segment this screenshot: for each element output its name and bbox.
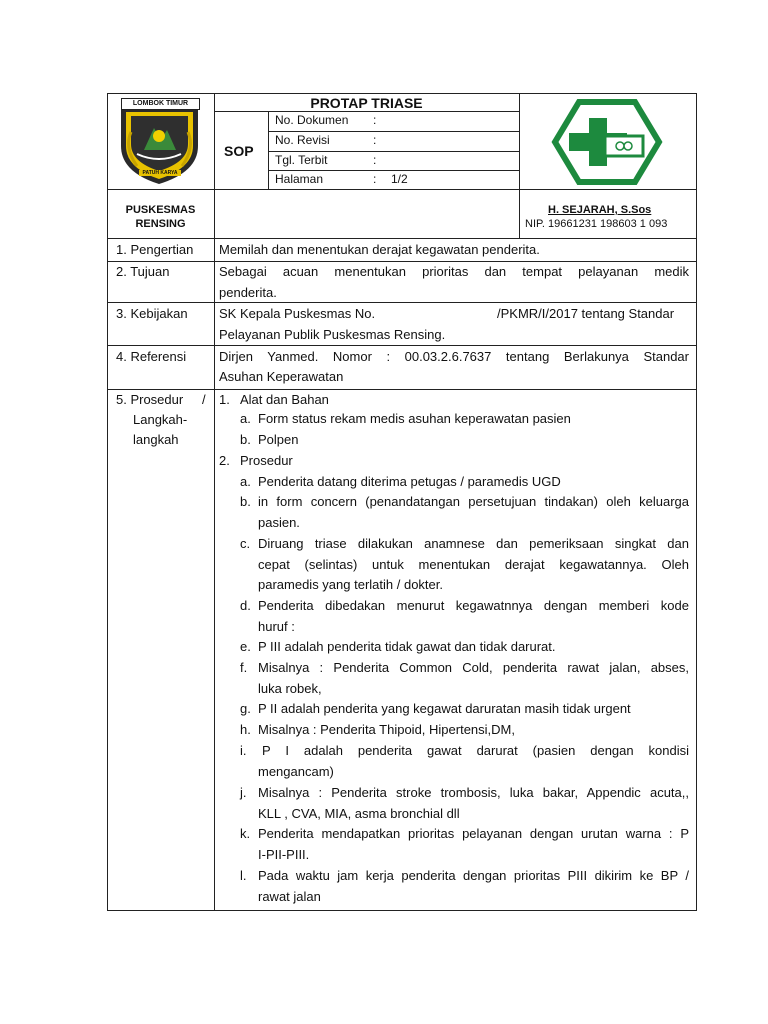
section-number: 1. — [219, 392, 230, 407]
row-text-kebijakan-sk: SK Kepala Puskesmas No. — [219, 306, 376, 321]
row-divider — [107, 238, 697, 239]
list-item: Penderita dibedakan menurut kegawatnnya dengan memberi kode — [258, 598, 689, 613]
list-item: P II adalah penderita yang kegawat daruratan masih tidak urgent — [258, 701, 631, 716]
list-item-cont: rawat jalan — [258, 889, 321, 904]
row-text-kebijakan-number: /PKMR/I/2017 tentang Standar — [497, 306, 675, 321]
row-label-kebijakan: 3. Kebijakan — [116, 306, 188, 321]
list-item: Diruang triase dilakukan anamnese dan pemeriksaan singkat dan — [258, 536, 689, 551]
table-border-top — [107, 93, 697, 94]
row-label-prosedur: 5. Prosedur — [116, 392, 184, 407]
meta-label-revisi: No. Revisi — [275, 133, 330, 147]
list-item: Polpen — [258, 432, 299, 447]
lombok-timur-logo — [117, 98, 202, 186]
list-item-cont: cepat (selintas) untuk menentukan derajat kegawatannya. Oleh — [258, 557, 689, 572]
logo-motto: PATUH KARYA — [139, 170, 181, 176]
list-item-cont: paramedis yang terlatih / dokter. — [258, 577, 443, 592]
list-item: Form status rekam medis asuhan keperawatan pasien — [258, 411, 571, 426]
signer-name: H. SEJARAH, S.Sos — [548, 204, 652, 216]
list-marker: a. — [240, 411, 251, 426]
sop-divider — [268, 111, 269, 189]
row-text-kebijakan-line2: Pelayanan Publik Puskesmas Rensing. — [219, 327, 446, 342]
list-marker: d. — [240, 598, 251, 613]
list-marker: f. — [240, 660, 248, 675]
row-label-langkah2: langkah — [133, 432, 179, 447]
document-title: PROTAP TRIASE — [310, 95, 423, 111]
header-divider — [107, 189, 697, 190]
list-marker: e. — [240, 639, 251, 654]
list-item-cont: pasien. — [258, 515, 300, 530]
list-marker: i. — [240, 743, 247, 758]
table-border-bottom — [107, 910, 697, 911]
section-title: Alat dan Bahan — [240, 392, 329, 407]
logo-banner: LOMBOK TIMUR — [121, 98, 200, 110]
list-item: Penderita datang diterima petugas / paramedis UGD — [258, 474, 561, 489]
list-item-cont: I-PII-PIII. — [258, 847, 310, 862]
column-divider — [214, 93, 215, 911]
list-marker: k. — [240, 826, 251, 841]
puskesmas-logo — [551, 98, 663, 186]
list-item: P I adalah penderita gawat darurat (pasien dengan kondisi — [262, 743, 689, 758]
meta-value-halaman: 1/2 — [391, 172, 408, 186]
meta-colon: : — [373, 153, 377, 167]
section-title: Prosedur — [240, 453, 293, 468]
row-text-referensi-line1: Dirjen Yanmed. Nomor : 00.03.2.6.7637 tentang Berlakunya Standar — [219, 349, 689, 364]
header-divider-right — [519, 93, 520, 239]
meta-label-halaman: Halaman — [275, 172, 324, 186]
list-item: Misalnya : Penderita stroke trombosis, luka bakar, Appendic acuta,, — [258, 785, 689, 800]
list-item: Penderita mendapatkan prioritas pelayanan dengan urutan warna : P — [258, 826, 689, 841]
row-divider — [107, 345, 697, 346]
signer-nip: NIP. 19661231 198603 1 093 — [525, 218, 668, 230]
org-name: PUSKESMAS — [125, 204, 196, 216]
list-item: Misalnya : Penderita Thipoid, Hipertensi,DM, — [258, 722, 515, 737]
list-item: P III adalah penderita tidak gawat dan tidak darurat. — [258, 639, 556, 654]
row-label-referensi: 4. Referensi — [116, 349, 187, 364]
row-divider — [107, 302, 697, 303]
list-item: Pada waktu jam kerja penderita dengan prioritas PIII dikirim ke BP / — [258, 868, 689, 883]
meta-colon: : — [373, 172, 377, 186]
list-item-cont: mengancam) — [258, 764, 334, 779]
section-number: 2. — [219, 453, 230, 468]
table-border-right — [696, 93, 697, 911]
list-item: in form concern (penandatangan persetujuan tindakan) oleh keluarga — [258, 494, 689, 509]
list-marker: b. — [240, 432, 251, 447]
row-text-referensi-line2: Asuhan Keperawatan — [219, 369, 344, 384]
row-label-tujuan: 2. Tujuan — [116, 264, 170, 279]
meta-label-dokumen: No. Dokumen — [275, 113, 349, 127]
meta-colon: : — [373, 113, 377, 127]
list-item-cont: huruf : — [258, 619, 295, 634]
row-divider — [107, 389, 697, 390]
row-text-tujuan-line1: Sebagai acuan menentukan prioritas dan tempat pelayanan medik — [219, 264, 689, 279]
title-divider — [214, 111, 519, 112]
list-marker: b. — [240, 494, 251, 509]
row-text-tujuan-line2: penderita. — [219, 285, 277, 300]
list-item-cont: KLL , CVA, MIA, asma bronchial dll — [258, 806, 460, 821]
list-marker: j. — [240, 785, 247, 800]
row-label-pengertian: 1. Pengertian — [116, 242, 194, 257]
meta-label-terbit: Tgl. Terbit — [275, 153, 328, 167]
meta-colon: : — [373, 133, 377, 147]
list-item-cont: luka robek, — [258, 681, 322, 696]
list-marker: c. — [240, 536, 251, 551]
list-item: Misalnya : Penderita Common Cold, penderita rawat jalan, abses, — [258, 660, 689, 675]
row-label-prosedur-slash: / — [202, 392, 206, 407]
sop-label: SOP — [224, 143, 254, 159]
row-divider — [107, 261, 697, 262]
list-marker: a. — [240, 474, 251, 489]
org-location: RENSING — [135, 218, 186, 230]
row-text-pengertian: Memilah dan menentukan derajat kegawatan penderita. — [219, 242, 540, 257]
list-marker: g. — [240, 701, 251, 716]
list-marker: l. — [240, 868, 247, 883]
row-label-langkah: Langkah- — [133, 412, 188, 427]
list-marker: h. — [240, 722, 251, 737]
